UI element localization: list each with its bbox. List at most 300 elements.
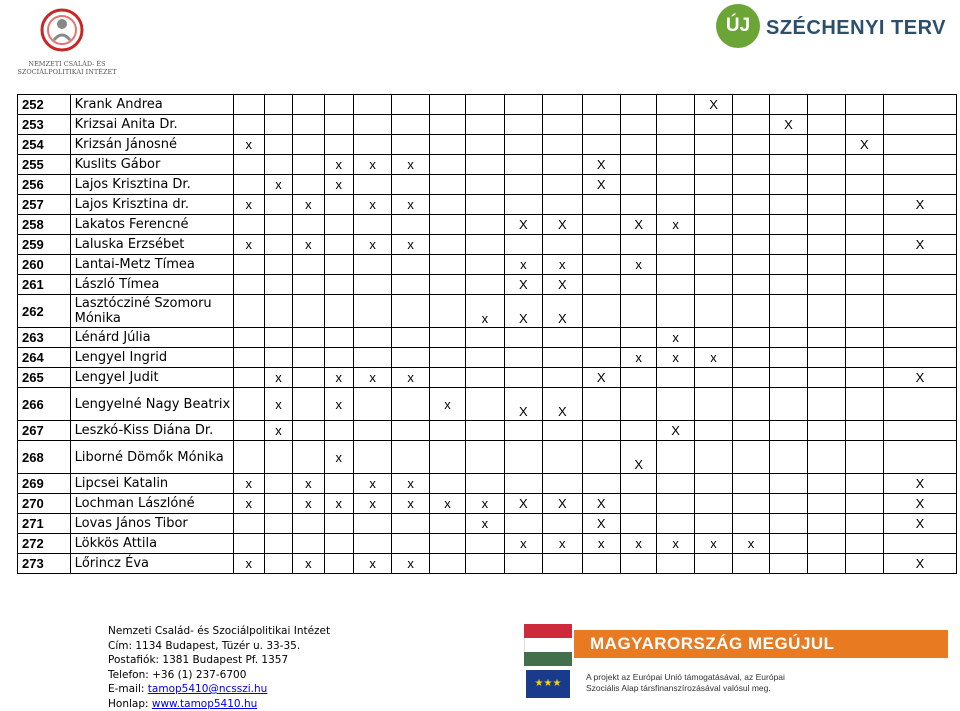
row-number: 269 <box>18 474 71 494</box>
row-number: 255 <box>18 155 71 175</box>
mark-cell <box>392 115 429 135</box>
mark-cell <box>694 554 732 574</box>
mark-cell: X <box>884 514 957 534</box>
mark-cell <box>845 295 883 328</box>
table-row <box>18 195 957 215</box>
mark-cell <box>769 255 807 275</box>
mark-cell <box>324 328 353 348</box>
uj-szechenyi-terv-logo <box>716 4 946 64</box>
mark-cell <box>466 155 504 175</box>
mark-cell: x <box>392 494 429 514</box>
mark-cell <box>582 295 620 328</box>
mark-cell <box>264 115 292 135</box>
mark-cell <box>769 328 807 348</box>
mark-cell <box>845 474 883 494</box>
mark-cell <box>657 175 694 195</box>
mark-cell <box>264 494 292 514</box>
mark-cell <box>293 348 324 368</box>
mark-cell <box>808 155 845 175</box>
mark-cell <box>429 235 465 255</box>
mark-cell <box>694 441 732 474</box>
mark-cell <box>769 155 807 175</box>
mark-cell <box>808 494 845 514</box>
row-number: 263 <box>18 328 71 348</box>
mark-cell <box>620 388 656 421</box>
mark-cell <box>324 514 353 534</box>
mark-cell <box>264 534 292 554</box>
mark-cell <box>264 155 292 175</box>
row-number: 259 <box>18 235 71 255</box>
mark-cell <box>293 155 324 175</box>
mark-cell <box>504 115 542 135</box>
participant-name: Kuslits Gábor <box>70 155 233 175</box>
mark-cell <box>324 554 353 574</box>
mark-cell: X <box>504 295 542 328</box>
mark-cell: X <box>543 494 582 514</box>
table-row <box>18 275 957 295</box>
mark-cell <box>582 195 620 215</box>
mark-cell <box>769 554 807 574</box>
mark-cell <box>353 175 391 195</box>
email-line <box>108 682 330 697</box>
mark-cell <box>769 235 807 255</box>
mark-cell <box>466 348 504 368</box>
mark-cell <box>808 554 845 574</box>
mark-cell <box>582 441 620 474</box>
mark-cell <box>324 235 353 255</box>
mark-cell <box>392 348 429 368</box>
mark-cell: x <box>694 348 732 368</box>
mark-cell <box>769 421 807 441</box>
mark-cell <box>233 175 264 195</box>
mark-cell <box>504 328 542 348</box>
mark-cell: x <box>466 295 504 328</box>
mark-cell: x <box>657 328 694 348</box>
mark-cell <box>733 554 769 574</box>
participant-name: László Tímea <box>70 275 233 295</box>
mark-cell <box>504 235 542 255</box>
mark-cell <box>429 474 465 494</box>
row-number: 256 <box>18 175 71 195</box>
mark-cell: x <box>293 235 324 255</box>
mark-cell <box>733 195 769 215</box>
mark-cell <box>429 295 465 328</box>
mark-cell <box>233 215 264 235</box>
mark-cell: x <box>657 534 694 554</box>
mark-cell <box>694 235 732 255</box>
mark-cell <box>429 514 465 534</box>
mark-cell <box>324 215 353 235</box>
mark-cell <box>504 95 542 115</box>
mark-cell <box>769 534 807 554</box>
mark-cell: X <box>504 275 542 295</box>
mark-cell <box>769 215 807 235</box>
mark-cell <box>657 368 694 388</box>
mark-cell <box>808 348 845 368</box>
row-number: 264 <box>18 348 71 368</box>
mark-cell: x <box>392 368 429 388</box>
mark-cell <box>582 255 620 275</box>
mark-cell <box>429 175 465 195</box>
participant-table <box>17 94 957 574</box>
mark-cell: x <box>324 441 353 474</box>
mark-cell <box>808 328 845 348</box>
mark-cell <box>657 155 694 175</box>
mark-cell <box>657 95 694 115</box>
table-row <box>18 135 957 155</box>
mark-cell <box>543 554 582 574</box>
mark-cell: X <box>504 494 542 514</box>
mark-cell <box>353 275 391 295</box>
participant-name: Lengyel Ingrid <box>70 348 233 368</box>
mark-cell <box>620 135 656 155</box>
mark-cell: x <box>429 494 465 514</box>
mark-cell <box>845 494 883 514</box>
mark-cell <box>233 255 264 275</box>
banner-stripe <box>574 630 948 658</box>
mark-cell <box>733 215 769 235</box>
mark-cell <box>429 368 465 388</box>
mark-cell <box>620 328 656 348</box>
mark-cell: X <box>504 215 542 235</box>
mark-cell <box>233 388 264 421</box>
mark-cell <box>733 388 769 421</box>
mark-cell: X <box>582 155 620 175</box>
mark-cell: x <box>233 494 264 514</box>
mark-cell <box>582 388 620 421</box>
mark-cell <box>884 115 957 135</box>
mark-cell <box>733 295 769 328</box>
mark-cell: X <box>884 474 957 494</box>
mark-cell <box>808 215 845 235</box>
mark-cell <box>620 554 656 574</box>
row-number: 271 <box>18 514 71 534</box>
mark-cell <box>845 95 883 115</box>
mark-cell <box>504 175 542 195</box>
mark-cell <box>466 474 504 494</box>
mark-cell <box>392 328 429 348</box>
mark-cell <box>264 215 292 235</box>
mark-cell <box>392 534 429 554</box>
mark-cell: x <box>293 554 324 574</box>
mark-cell: x <box>353 474 391 494</box>
table-row <box>18 95 957 115</box>
mark-cell <box>324 295 353 328</box>
mark-cell <box>353 95 391 115</box>
mark-cell <box>324 348 353 368</box>
address-line: Cím: 1134 Budapest, Tüzér u. 33-35. <box>108 639 330 654</box>
mark-cell <box>466 534 504 554</box>
mark-cell: X <box>884 554 957 574</box>
mark-cell <box>324 195 353 215</box>
table-row <box>18 175 957 195</box>
mark-cell: x <box>233 135 264 155</box>
mark-cell <box>293 534 324 554</box>
table-row <box>18 534 957 554</box>
row-number: 257 <box>18 195 71 215</box>
mark-cell: x <box>353 554 391 574</box>
row-number: 273 <box>18 554 71 574</box>
mark-cell <box>733 155 769 175</box>
mark-cell <box>353 328 391 348</box>
mark-cell <box>884 348 957 368</box>
mark-cell <box>620 295 656 328</box>
mark-cell <box>694 195 732 215</box>
mark-cell <box>293 368 324 388</box>
mark-cell <box>582 348 620 368</box>
mark-cell <box>582 554 620 574</box>
participant-name: Lantai-Metz Tímea <box>70 255 233 275</box>
mark-cell <box>620 95 656 115</box>
mark-cell <box>582 328 620 348</box>
mark-cell: x <box>233 554 264 574</box>
mark-cell <box>733 95 769 115</box>
mark-cell <box>845 255 883 275</box>
mark-cell <box>466 328 504 348</box>
mark-cell <box>353 388 391 421</box>
row-number: 267 <box>18 421 71 441</box>
mark-cell <box>733 441 769 474</box>
mark-cell <box>466 135 504 155</box>
mark-cell <box>466 554 504 574</box>
mark-cell <box>733 494 769 514</box>
mark-cell <box>392 135 429 155</box>
mark-cell <box>353 514 391 534</box>
mark-cell: X <box>582 368 620 388</box>
row-number: 258 <box>18 215 71 235</box>
mark-cell <box>293 255 324 275</box>
mark-cell <box>694 368 732 388</box>
eu-support-text <box>586 672 785 694</box>
mark-cell <box>657 115 694 135</box>
mark-cell: x <box>324 368 353 388</box>
banner-title: MAGYARORSZÁG MEGÚJUL <box>590 634 835 654</box>
mark-cell <box>808 275 845 295</box>
mark-cell <box>293 441 324 474</box>
mark-cell <box>429 275 465 295</box>
mark-cell <box>808 235 845 255</box>
mark-cell <box>694 255 732 275</box>
mark-cell <box>657 514 694 534</box>
mark-cell <box>884 215 957 235</box>
mark-cell <box>845 215 883 235</box>
mark-cell <box>769 368 807 388</box>
mark-cell <box>620 155 656 175</box>
mark-cell <box>845 348 883 368</box>
mark-cell: x <box>324 494 353 514</box>
mark-cell: x <box>392 195 429 215</box>
mark-cell <box>884 421 957 441</box>
mark-cell: x <box>620 534 656 554</box>
mark-cell <box>504 421 542 441</box>
page-header <box>0 0 960 88</box>
mark-cell <box>392 95 429 115</box>
table-row <box>18 255 957 275</box>
web-line <box>108 697 330 711</box>
participant-name: Lengyel Judit <box>70 368 233 388</box>
mark-cell <box>808 295 845 328</box>
mark-cell <box>392 388 429 421</box>
eu-support-line-1: A projekt az Európai Unió támogatásával, az Európai <box>586 672 785 683</box>
mark-cell <box>466 388 504 421</box>
mark-cell <box>429 95 465 115</box>
mark-cell <box>233 534 264 554</box>
mark-cell <box>694 175 732 195</box>
mark-cell <box>620 514 656 534</box>
mark-cell: x <box>504 534 542 554</box>
participant-name: Lénárd Júlia <box>70 328 233 348</box>
mark-cell <box>392 514 429 534</box>
uj-badge-text: ÚJ <box>716 15 760 37</box>
mark-cell <box>733 255 769 275</box>
mark-cell: X <box>884 235 957 255</box>
mark-cell <box>264 295 292 328</box>
table-row <box>18 441 957 474</box>
mark-cell <box>543 235 582 255</box>
mark-cell <box>733 514 769 534</box>
mark-cell <box>845 441 883 474</box>
mark-cell <box>264 348 292 368</box>
mark-cell <box>845 328 883 348</box>
mark-cell <box>694 155 732 175</box>
mark-cell <box>733 348 769 368</box>
mark-cell <box>293 275 324 295</box>
mark-cell <box>466 255 504 275</box>
mark-cell: x <box>293 494 324 514</box>
mark-cell <box>620 195 656 215</box>
mark-cell <box>582 115 620 135</box>
mark-cell <box>429 135 465 155</box>
table-row <box>18 388 957 421</box>
mark-cell: x <box>620 255 656 275</box>
mark-cell <box>657 554 694 574</box>
mark-cell <box>429 215 465 235</box>
mark-cell <box>694 421 732 441</box>
mark-cell <box>429 421 465 441</box>
mark-cell <box>466 421 504 441</box>
table-row <box>18 514 957 534</box>
mark-cell <box>466 275 504 295</box>
mark-cell <box>808 135 845 155</box>
mark-cell <box>429 348 465 368</box>
table-row <box>18 215 957 235</box>
mark-cell <box>233 368 264 388</box>
mark-cell <box>324 474 353 494</box>
mark-cell <box>293 295 324 328</box>
mark-cell <box>845 514 883 534</box>
mark-cell <box>324 421 353 441</box>
web-label: Honlap: <box>108 698 152 710</box>
mark-cell <box>264 195 292 215</box>
mark-cell: x <box>504 255 542 275</box>
participant-name: Lochman Lászlóné <box>70 494 233 514</box>
logo-text-line-2: SZOCIÁLPOLITIKAI INTÉZET <box>12 68 122 76</box>
mark-cell: x <box>392 554 429 574</box>
mark-cell: x <box>264 388 292 421</box>
mark-cell: x <box>353 368 391 388</box>
mark-cell <box>845 235 883 255</box>
mark-cell: x <box>694 534 732 554</box>
mark-cell <box>264 554 292 574</box>
mark-cell <box>620 235 656 255</box>
mark-cell <box>543 514 582 534</box>
mark-cell <box>466 215 504 235</box>
mark-cell <box>543 155 582 175</box>
participant-name: Laluska Erzsébet <box>70 235 233 255</box>
mark-cell: x <box>264 421 292 441</box>
mark-cell <box>657 135 694 155</box>
mark-cell <box>264 275 292 295</box>
mark-cell <box>769 195 807 215</box>
mark-cell <box>264 514 292 534</box>
row-number: 270 <box>18 494 71 514</box>
mark-cell: x <box>293 474 324 494</box>
logo-text-line-1: NEMZETI CSALÁD- ÉS <box>12 60 122 68</box>
mark-cell <box>769 175 807 195</box>
mark-cell <box>808 421 845 441</box>
mark-cell: X <box>504 388 542 421</box>
email-link[interactable]: tamop5410@ncsszi.hu <box>148 683 268 695</box>
mark-cell <box>233 115 264 135</box>
mark-cell: X <box>582 175 620 195</box>
mark-cell <box>582 275 620 295</box>
mark-cell <box>808 95 845 115</box>
mark-cell <box>733 421 769 441</box>
mark-cell: x <box>466 494 504 514</box>
mark-cell <box>293 175 324 195</box>
mark-cell <box>620 175 656 195</box>
mark-cell: X <box>694 95 732 115</box>
mark-cell <box>884 295 957 328</box>
web-link[interactable]: www.tamop5410.hu <box>152 698 257 710</box>
mark-cell <box>620 421 656 441</box>
mark-cell <box>808 474 845 494</box>
mark-cell: x <box>466 514 504 534</box>
mark-cell <box>353 441 391 474</box>
row-number: 268 <box>18 441 71 474</box>
mark-cell <box>543 441 582 474</box>
mark-cell <box>620 368 656 388</box>
mark-cell <box>884 95 957 115</box>
mark-cell <box>884 175 957 195</box>
mark-cell <box>392 441 429 474</box>
mark-cell <box>884 328 957 348</box>
org-name: Nemzeti Család- és Szociálpolitikai Intézet <box>108 624 330 639</box>
mark-cell <box>233 328 264 348</box>
mark-cell <box>466 195 504 215</box>
mark-cell <box>466 175 504 195</box>
mark-cell: x <box>353 195 391 215</box>
mark-cell <box>353 534 391 554</box>
participant-name: Lajos Krisztina dr. <box>70 195 233 215</box>
mark-cell <box>324 135 353 155</box>
mark-cell: x <box>657 348 694 368</box>
mark-cell <box>582 135 620 155</box>
mark-cell <box>324 255 353 275</box>
mark-cell: X <box>620 441 656 474</box>
mark-cell <box>769 494 807 514</box>
mark-cell <box>582 421 620 441</box>
mark-cell: X <box>620 215 656 235</box>
mark-cell <box>264 328 292 348</box>
szechenyi-terv-text: SZÉCHENYI TERV <box>766 17 946 40</box>
mark-cell <box>845 155 883 175</box>
mark-cell <box>620 494 656 514</box>
mark-cell <box>769 135 807 155</box>
mark-cell: X <box>884 195 957 215</box>
table-row <box>18 554 957 574</box>
mark-cell <box>845 115 883 135</box>
